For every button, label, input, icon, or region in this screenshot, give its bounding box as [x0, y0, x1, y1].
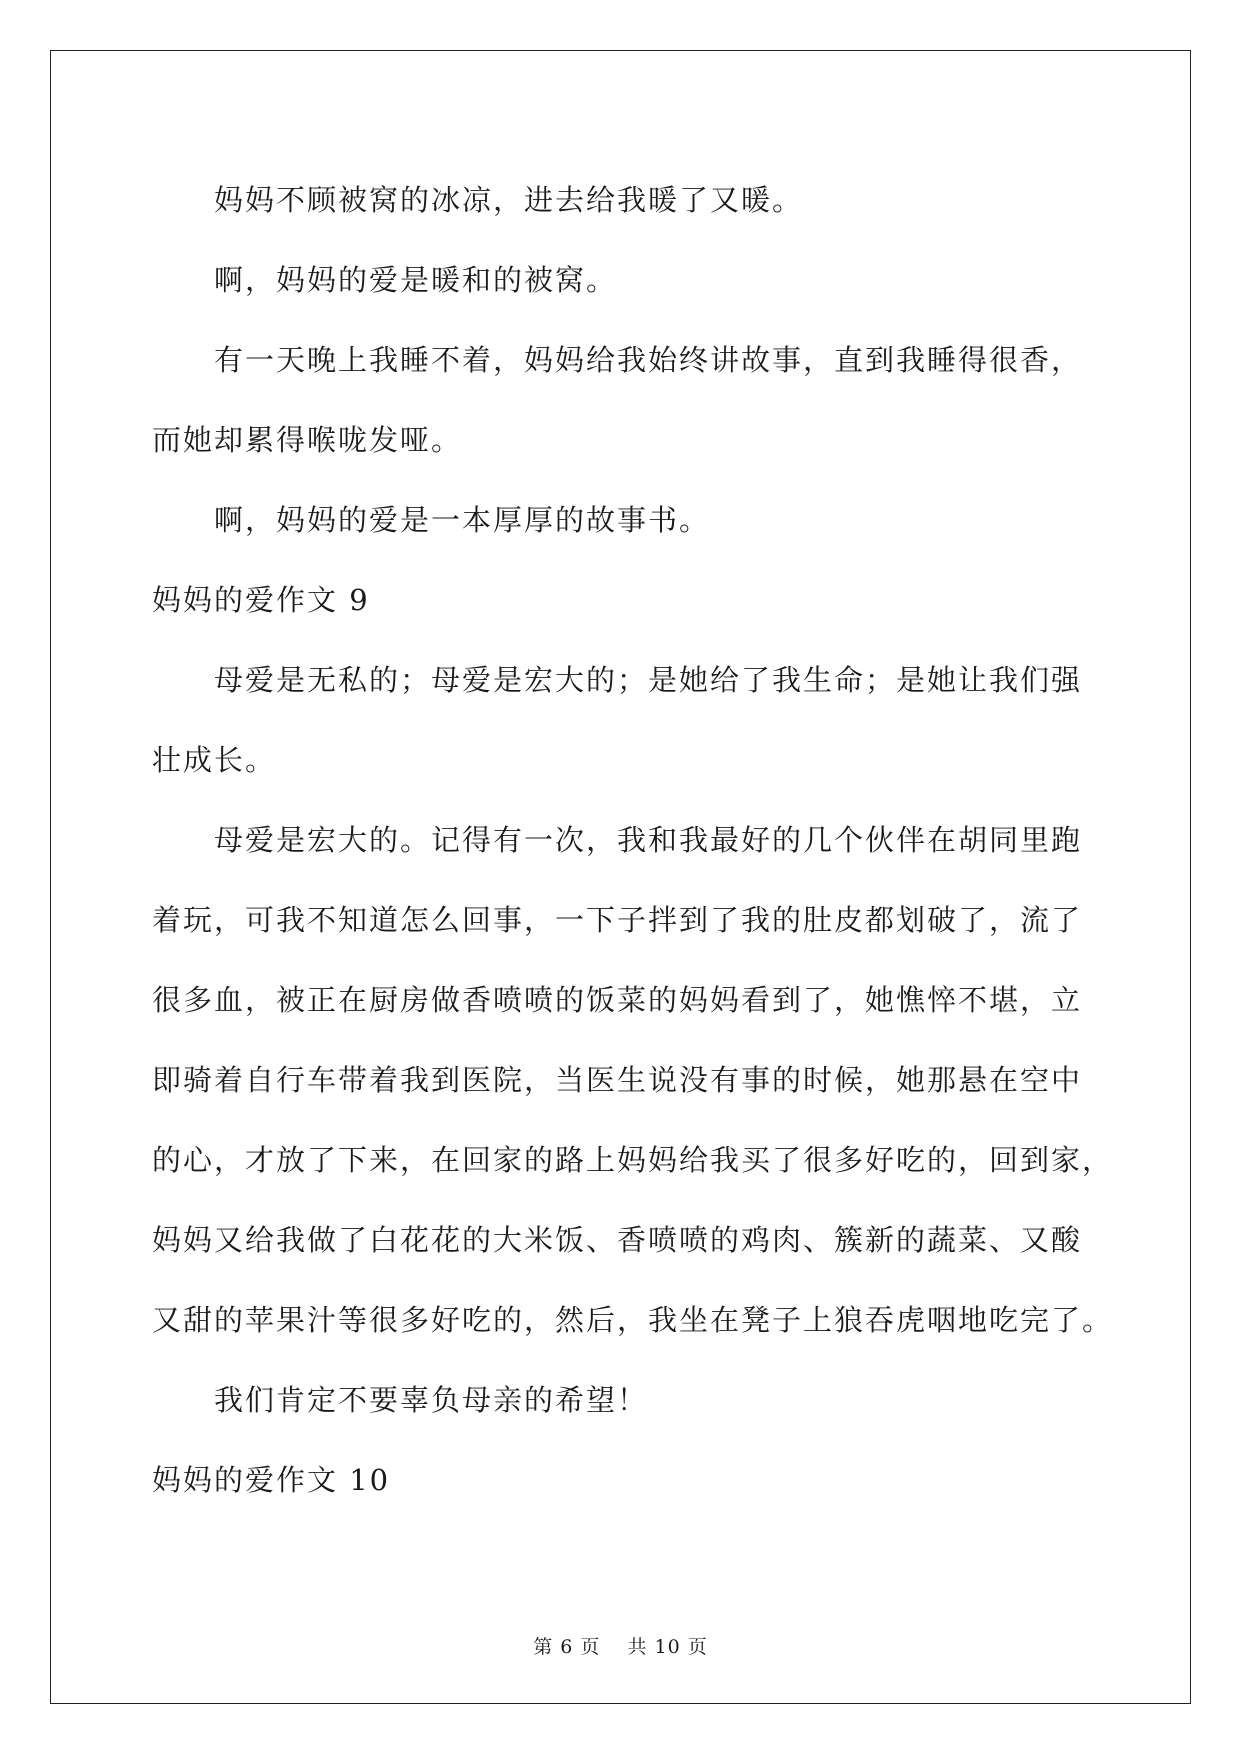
page-total: 共 10 页: [627, 1636, 708, 1658]
body-line: 即骑着自行车带着我到医院，当医生说没有事的时候，她那悬在空中: [152, 1063, 1083, 1097]
body-line: 着玩，可我不知道怎么回事，一下子拌到了我的肚皮都划破了，流了: [152, 903, 1083, 937]
body-line: 而她却累得喉咙发哑。: [152, 423, 463, 457]
body-line: 啊，妈妈的爱是暖和的被窝。: [152, 263, 618, 297]
body-line: 我们肯定不要辜负母亲的希望！: [152, 1383, 649, 1417]
section-heading: 妈妈的爱作文 9: [152, 583, 370, 617]
body-line: 的心，才放了下来，在回家的路上妈妈给我买了很多好吃的，回到家，: [152, 1143, 1114, 1177]
body-line: 啊，妈妈的爱是一本厚厚的故事书。: [152, 503, 711, 537]
page-footer: [0, 1632, 1241, 1659]
document-body: [152, 160, 1112, 1520]
section-heading: 妈妈的爱作文 10: [152, 1463, 391, 1497]
body-line: 妈妈不顾被窝的冰凉，进去给我暖了又暖。: [152, 183, 804, 217]
body-line: 壮成长。: [152, 743, 277, 777]
body-line: 又甜的苹果汁等很多好吃的，然后，我坐在凳子上狼吞虎咽地吃完了。: [152, 1303, 1114, 1337]
body-line: 妈妈又给我做了白花花的大米饭、香喷喷的鸡肉、簇新的蔬菜、又酸: [152, 1223, 1083, 1257]
body-line: 母爱是无私的；母爱是宏大的；是她给了我生命；是她让我们强: [152, 663, 1083, 697]
page-number: 第 6 页: [533, 1636, 601, 1658]
body-line: 有一天晚上我睡不着，妈妈给我始终讲故事，直到我睡得很香，: [152, 343, 1083, 377]
body-line: 母爱是宏大的。记得有一次，我和我最好的几个伙伴在胡同里跑: [152, 823, 1083, 857]
body-line: 很多血，被正在厨房做香喷喷的饭菜的妈妈看到了，她憔悴不堪，立: [152, 983, 1083, 1017]
